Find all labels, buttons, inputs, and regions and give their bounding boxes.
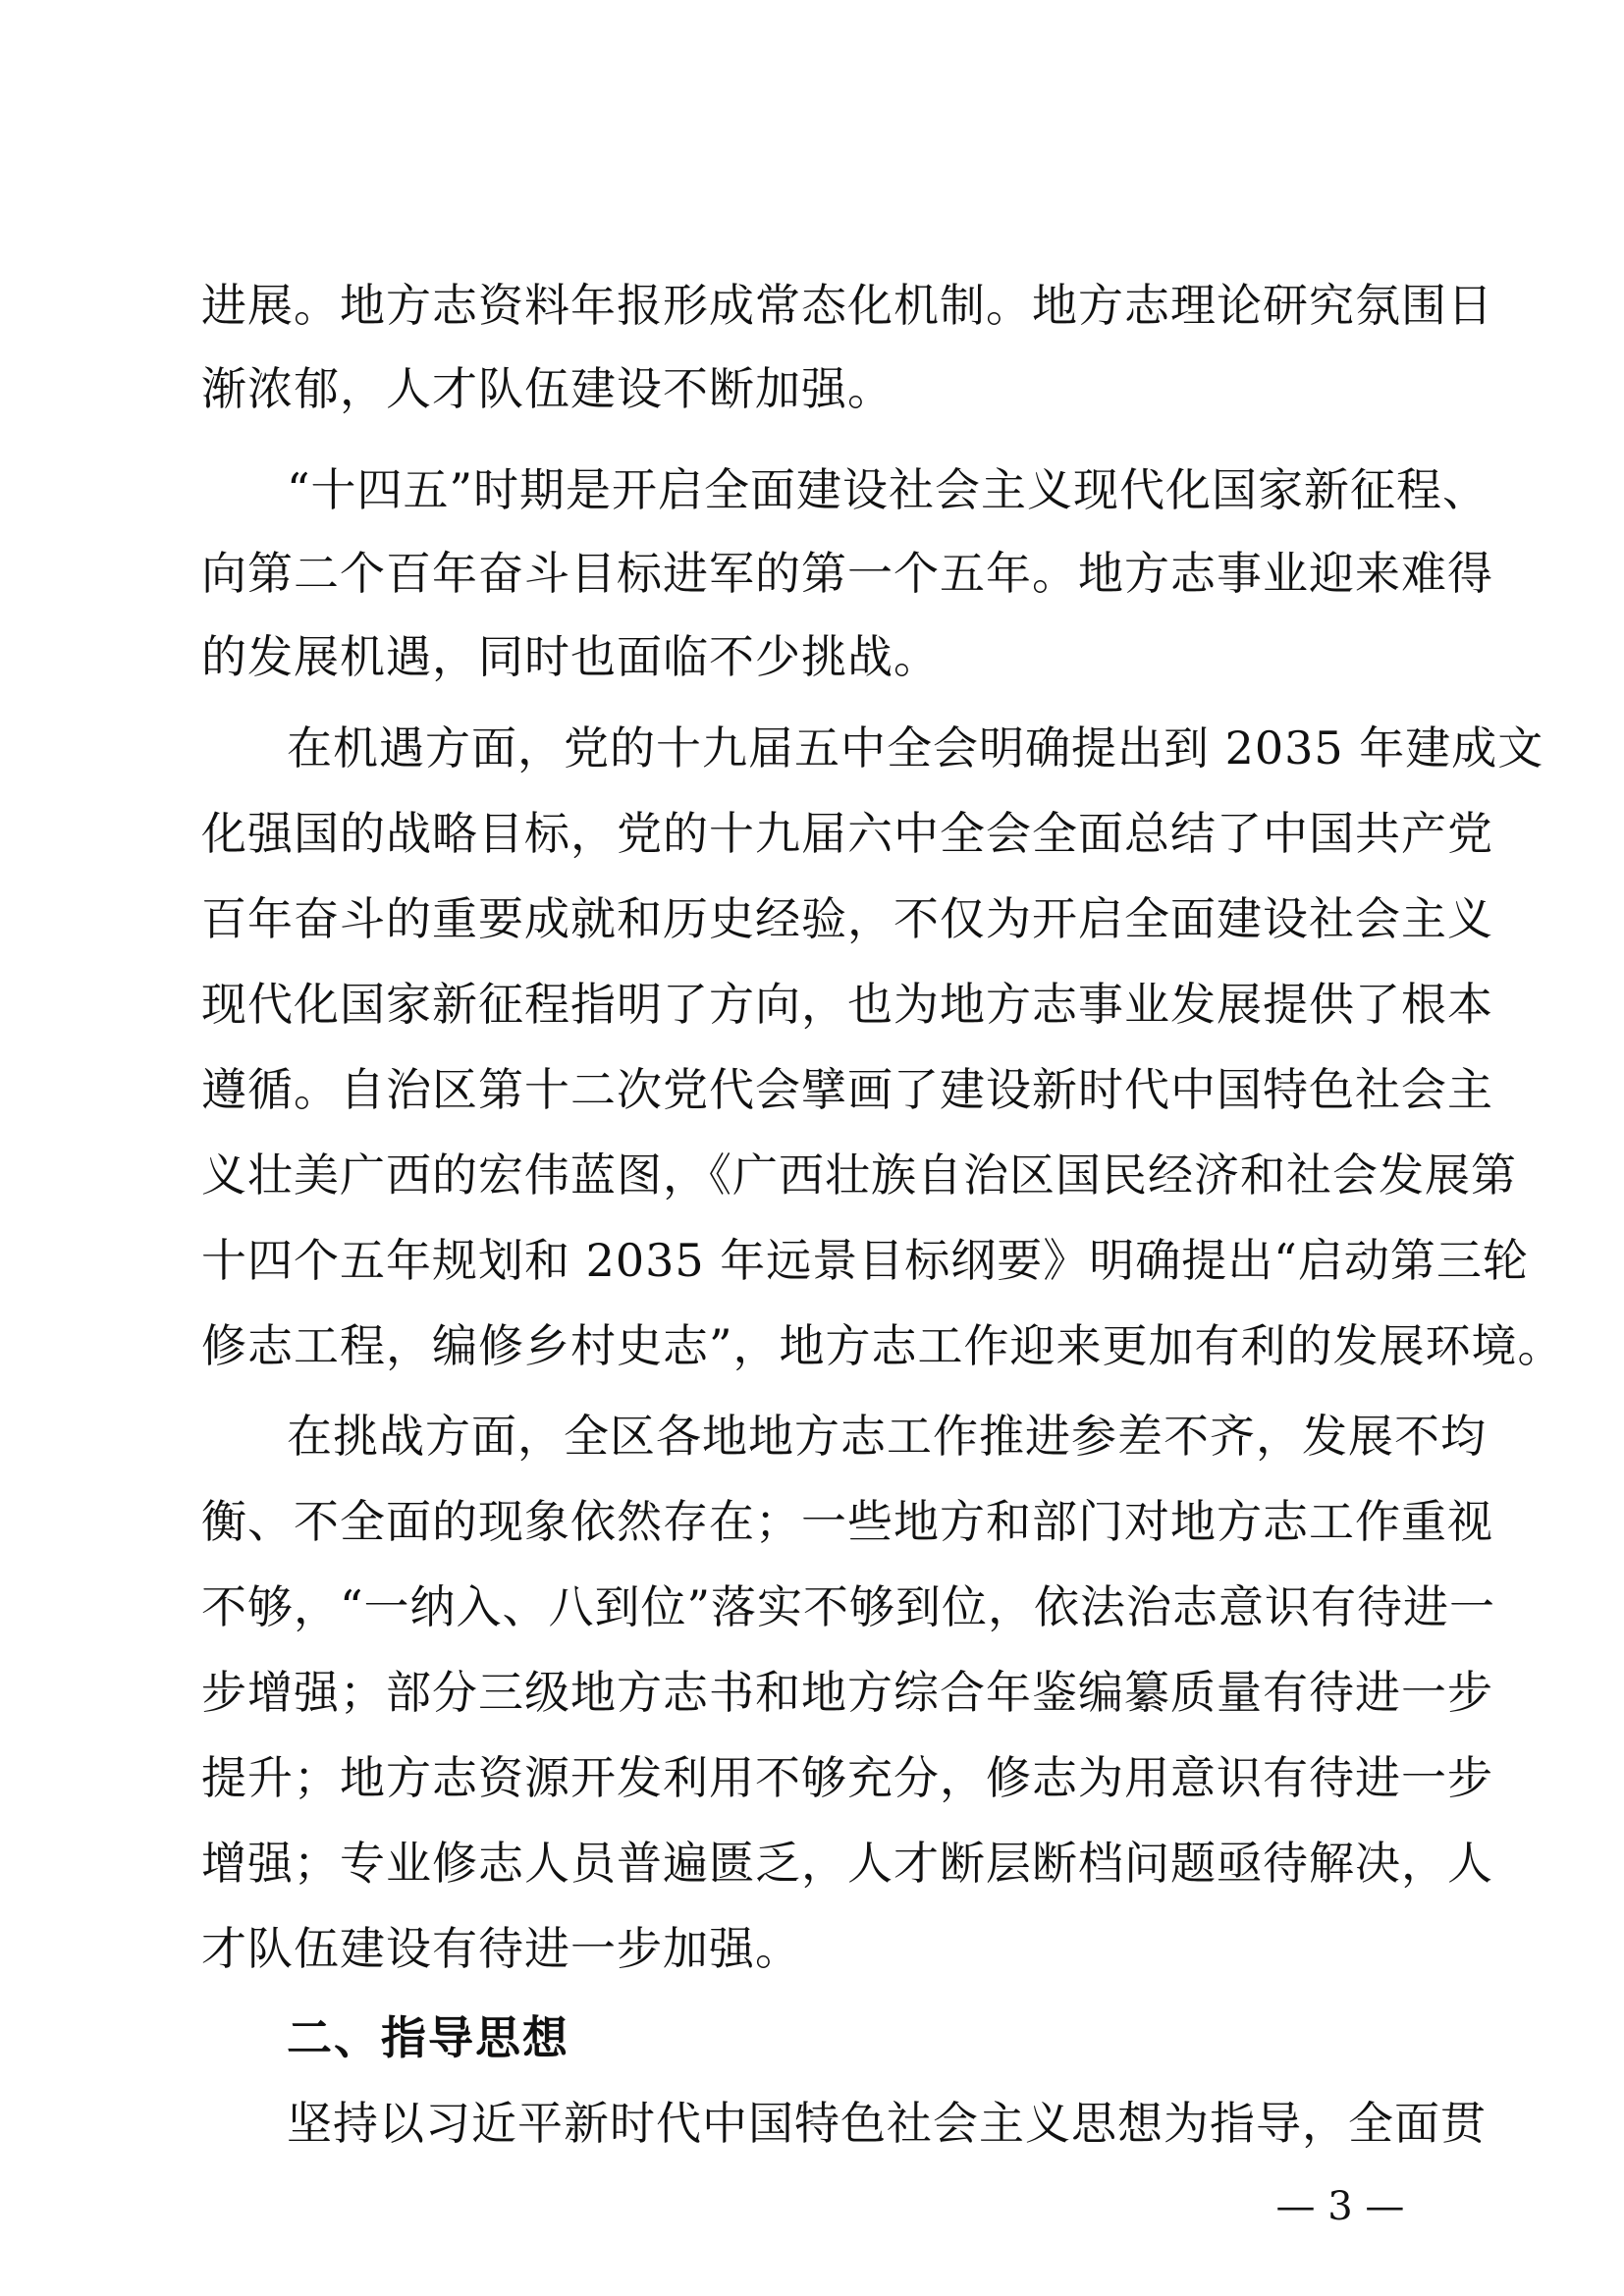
- body-text-line: 衡、不全面的现象依然存在；一些地方和部门对地方志工作重视: [201, 1495, 1493, 1548]
- body-text-line: 义壮美广西的宏伟蓝图，《广西壮族自治区国民经济和社会发展第: [201, 1148, 1517, 1201]
- body-text-line: 进展。地方志资料年报形成常态化机制。地方志理论研究氛围日: [201, 279, 1493, 332]
- body-text-line: 向第二个百年奋斗目标进军的第一个五年。地方志事业迎来难得: [201, 547, 1493, 600]
- body-text-line: 不够，“一纳入、八到位”落实不够到位，依法治志意识有待进一: [201, 1580, 1496, 1633]
- body-text-line: 的发展机遇，同时也面临不少挑战。: [201, 630, 940, 683]
- body-text-line: 步增强；部分三级地方志书和地方综合年鉴编纂质量有待进一步: [201, 1666, 1493, 1719]
- section-heading: 二、指导思想: [287, 2011, 569, 2064]
- body-text-line: 才队伍建设有待进一步加强。: [201, 1922, 801, 1975]
- body-text-line: 修志工程，编修乡村史志”，地方志工作迎来更加有利的发展环境。: [201, 1319, 1564, 1372]
- body-text-line: 在挑战方面，全区各地地方志工作推进参差不齐，发展不均: [287, 1410, 1487, 1463]
- body-text-line: 遵循。自治区第十二次党代会擘画了建设新时代中国特色社会主: [201, 1063, 1493, 1116]
- page-number: — 3 —: [1275, 2184, 1405, 2229]
- body-text-line: 百年奋斗的重要成就和历史经验，不仅为开启全面建设社会主义: [201, 892, 1493, 945]
- body-text-line: 化强国的战略目标，党的十九届六中全会全面总结了中国共产党: [201, 807, 1493, 860]
- body-text-line: 在机遇方面，党的十九届五中全会明确提出到 2035 年建成文: [287, 721, 1544, 774]
- body-text-line: 渐浓郁，人才队伍建设不断加强。: [201, 362, 893, 415]
- body-text-line: “十四五”时期是开启全面建设社会主义现代化国家新征程、: [287, 463, 1489, 516]
- body-text-line: 提升；地方志资源开发利用不够充分，修志为用意识有待进一步: [201, 1751, 1493, 1804]
- body-text-line: 现代化国家新征程指明了方向，也为地方志事业发展提供了根本: [201, 978, 1493, 1031]
- body-text-line: 增强；专业修志人员普遍匮乏，人才断层断档问题亟待解决，人: [201, 1837, 1493, 1890]
- body-text-line: 坚持以习近平新时代中国特色社会主义思想为指导，全面贯: [287, 2097, 1487, 2150]
- body-text-line: 十四个五年规划和 2035 年远景目标纲要》明确提出“启动第三轮: [201, 1234, 1529, 1287]
